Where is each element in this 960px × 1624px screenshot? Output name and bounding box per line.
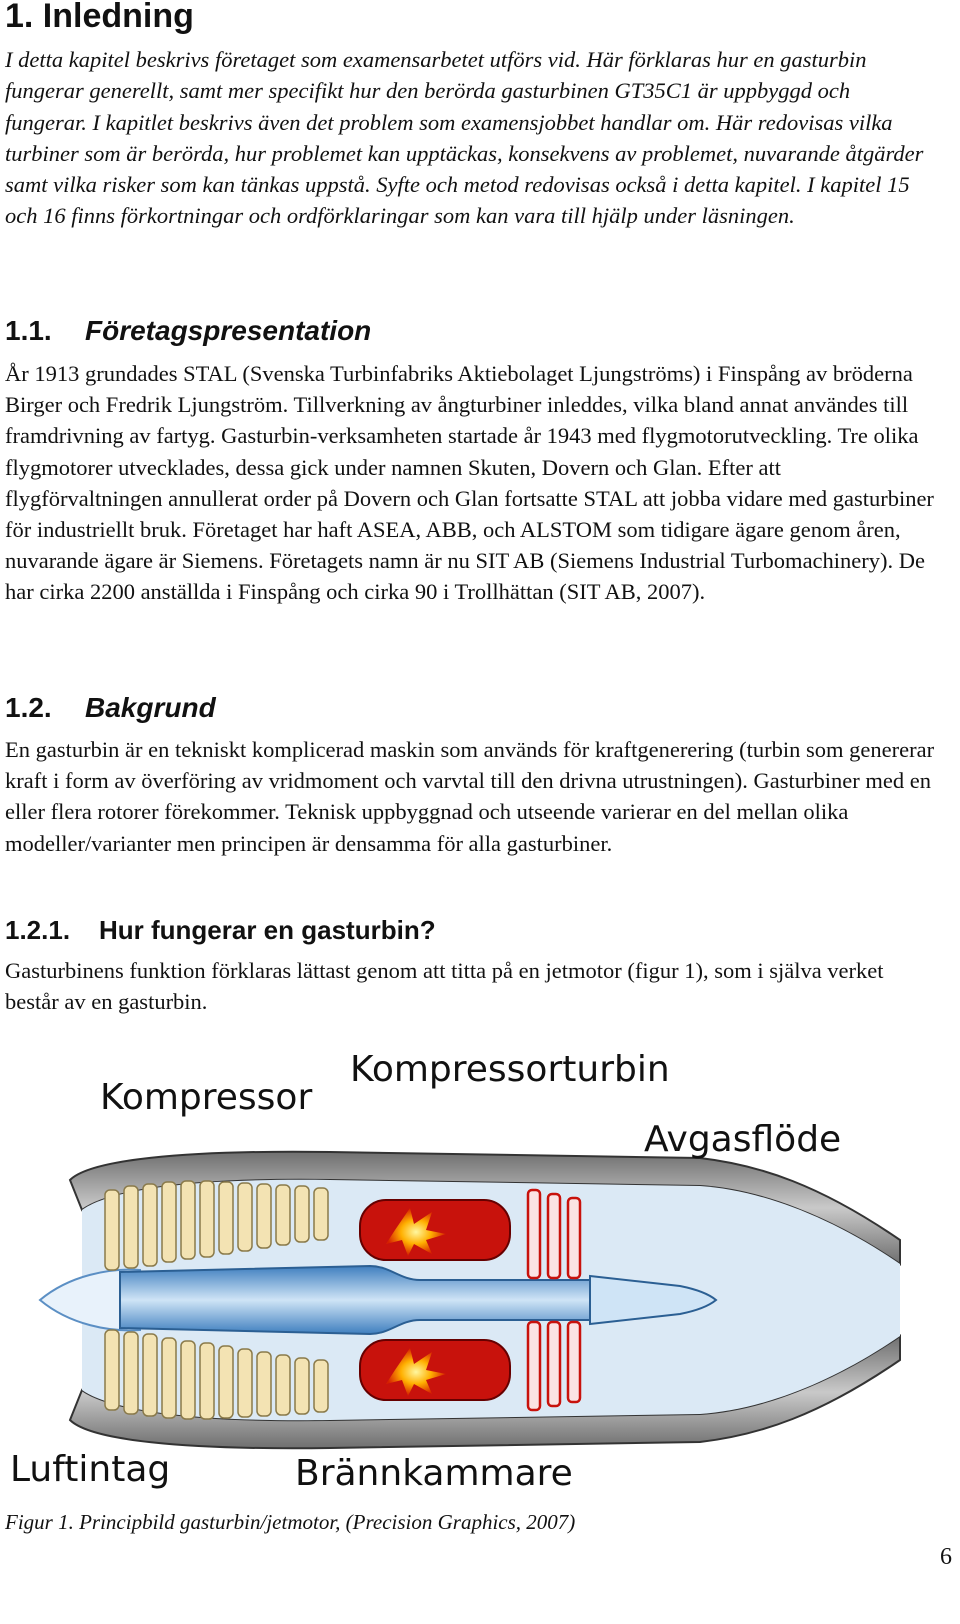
subsection-title: Hur fungerar en gasturbin? <box>99 915 436 945</box>
label-brannkammare: Brännkammare <box>295 1453 573 1494</box>
label-luftintag: Luftintag <box>10 1449 171 1490</box>
hur-fungerar-paragraph: Gasturbinens funktion förklaras lättast genom att titta på en jetmotor (figur 1), som i själva verket består av en gasturbin. <box>5 958 884 1015</box>
section-title: Företagspresentation <box>85 315 372 346</box>
chapter-title: 1. Inledning <box>5 0 194 35</box>
section-number: 1.2. <box>5 692 52 723</box>
subsection-number: 1.2.1. <box>5 915 71 945</box>
intro-paragraph: I detta kapitel beskrivs företaget som examensarbetet utförs vid. Här förklaras hur en gasturbin fungerar generellt, samt mer specifikt hur den berörda gasturbinen GT35C1 är uppbyggd och fungerar. I kapitlet beskrivs även det problem som examensjobbet handlar om. Här redovisas vilka turbiner som är berörda, hur problemet kan upptäckas, konsekvens av problemet, nuvarande åtgärder samt vilka risker som kan tänkas uppstå. Syfte och metod redovisas också i detta kapitel. I kapitel 15 och 16 finns förkortningar och ordförklaringar som kan vara till hjälp under läsningen. <box>5 47 924 229</box>
jet-engine-figure <box>0 1040 960 1510</box>
bakgrund-paragraph: En gasturbin är en tekniskt komplicerad maskin som används för kraftgenerering (turbin som genererar kraft i form av överföring av vridmoment och varvtal till den drivna utrustningen). Gasturbiner med en eller flera rotorer förekommer. Teknisk uppbyggnad och utseende varierar en del mellan olika modeller/varianter men principen är densamma för alla gasturbiner. <box>5 737 935 856</box>
page-number: 6 <box>940 1544 952 1570</box>
figure-caption: Figur 1. Principbild gasturbin/jetmotor, (Precision Graphics, 2007) <box>5 1510 576 1534</box>
label-avgasflode: Avgasflöde <box>644 1119 842 1160</box>
section-number: 1.1. <box>5 315 52 346</box>
label-kompressorturbin: Kompressorturbin <box>350 1049 670 1090</box>
subsection-heading-hur-fungerar <box>5 914 436 946</box>
section-heading-foretagspresentation <box>5 314 371 348</box>
label-kompressor: Kompressor <box>100 1077 313 1118</box>
section-title: Bakgrund <box>85 692 216 723</box>
section-heading-bakgrund <box>5 691 216 725</box>
foretagspresentation-paragraph: År 1913 grundades STAL (Svenska Turbinfabriks Aktiebolaget Ljungströms) i Finspång av bröderna Birger och Fredrik Ljungström. Tillverkning av ångturbiner inleddes, vilka bland annat användes till framdrivning av fartyg. Gasturbin-verksamheten startade år 1943 med flygmotorutveckling. Tre olika flygmotorer utvecklades, dessa gick under namnen Skuten, Dovern och Glan. Efter att flygförvaltningen annullerat order på Dovern och Glan fortsatte STAL att jobba vidare med gasturbiner för industriellt bruk. Företaget har haft ASEA, ABB, och ALSTOM som tidigare ägare genom åren, nuvarande ägare är Siemens. Företagets namn är nu SIT AB (Siemens Industrial Turbomachinery). De har cirka 2200 anställda i Finspång och cirka 90 i Trollhättan (SIT AB, 2007). <box>5 361 934 605</box>
